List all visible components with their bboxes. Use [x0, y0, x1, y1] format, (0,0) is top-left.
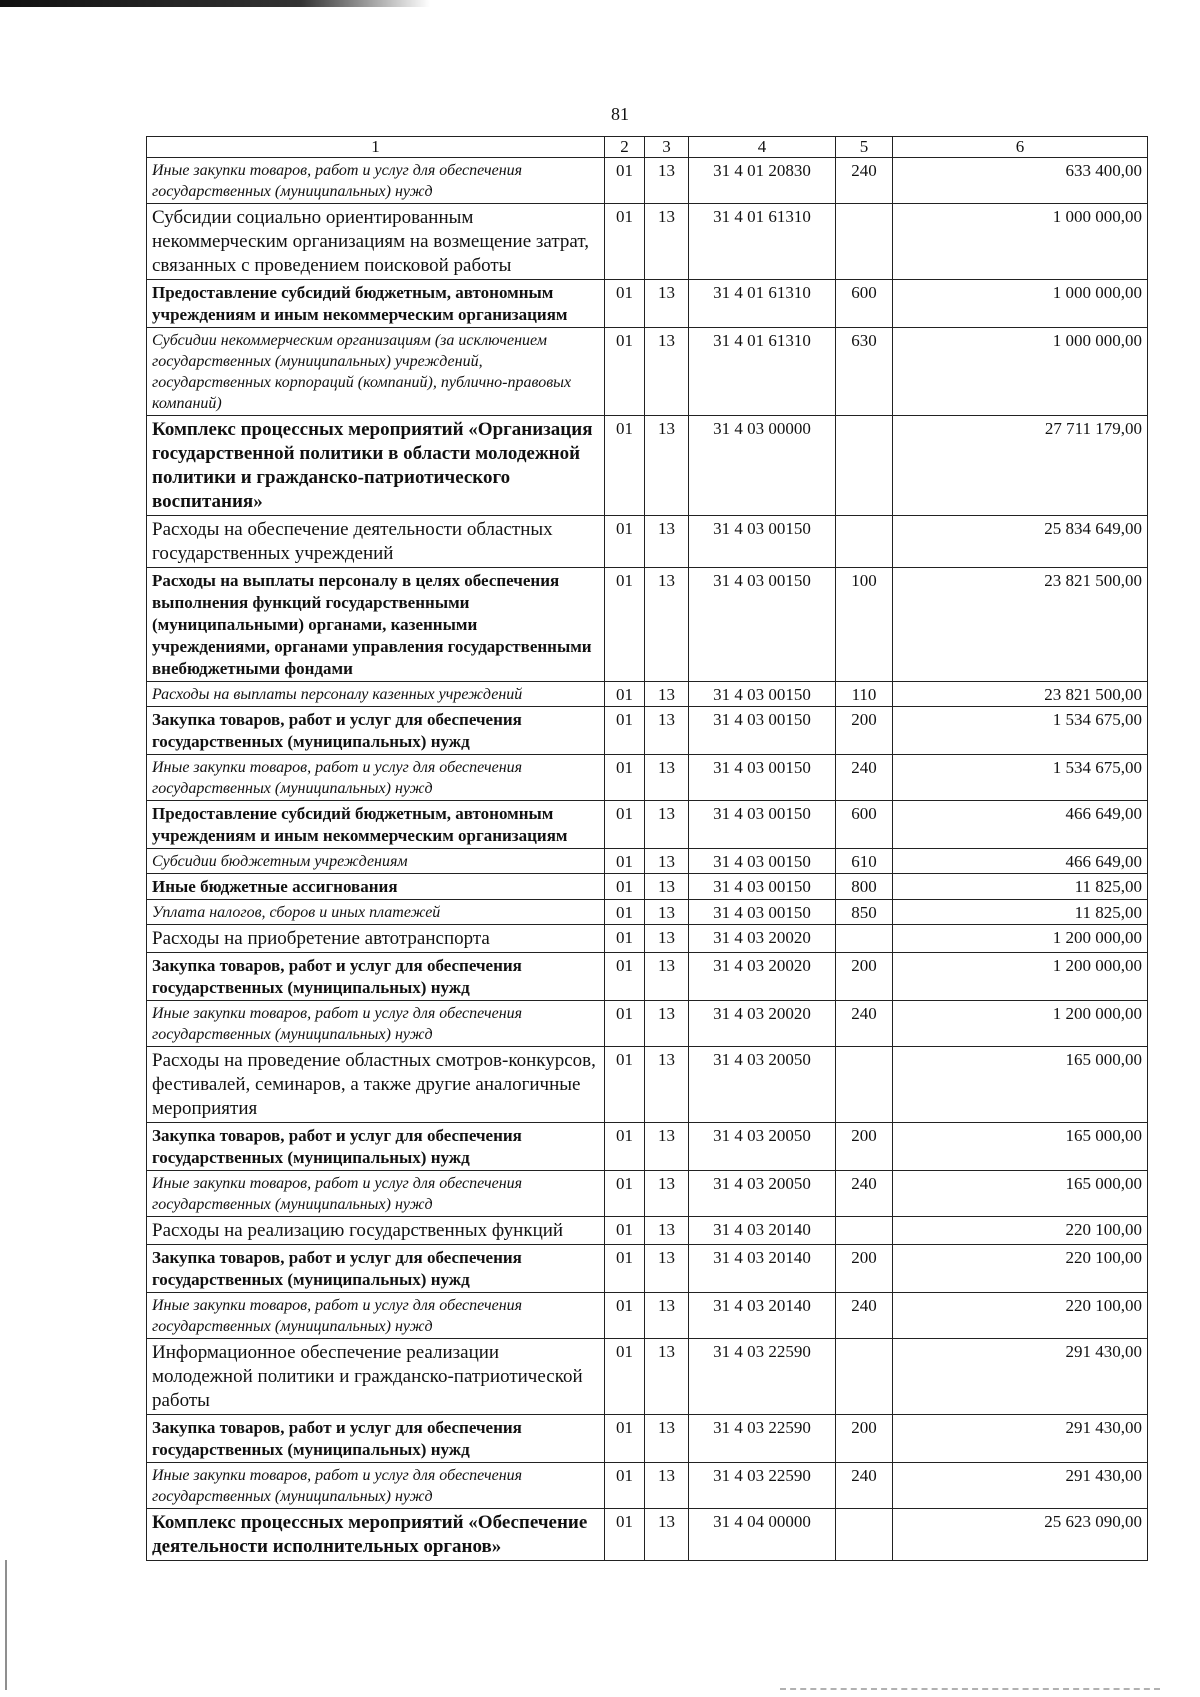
- section-code: 01: [605, 755, 645, 801]
- section-code: 01: [605, 568, 645, 682]
- section-code: 01: [605, 1509, 645, 1561]
- subsection-code: 13: [645, 204, 689, 280]
- amount: 1 200 000,00: [893, 925, 1148, 953]
- table-row: [147, 1415, 1148, 1463]
- row-name: Закупка товаров, работ и услуг для обеспечения государственных (муниципальных) нужд: [147, 707, 605, 755]
- section-code: 01: [605, 849, 645, 874]
- table-row: [147, 953, 1148, 1001]
- table-row: [147, 1123, 1148, 1171]
- row-name: Расходы на выплаты персоналу в целях обеспечения выполнения функций государственными (муниципальными) органами, казенными учреждениями, органами управления государственными внебюджетными фондами: [147, 568, 605, 682]
- target-article-code: 31 4 03 00150: [689, 849, 836, 874]
- table-row: [147, 1339, 1148, 1415]
- expense-type-code: 630: [836, 328, 893, 416]
- table-row: [147, 849, 1148, 874]
- subsection-code: 13: [645, 568, 689, 682]
- subsection-code: 13: [645, 953, 689, 1001]
- amount: 1 534 675,00: [893, 707, 1148, 755]
- target-article-code: 31 4 03 20140: [689, 1217, 836, 1245]
- table-row: [147, 755, 1148, 801]
- amount: 165 000,00: [893, 1123, 1148, 1171]
- column-header-2: 2: [605, 137, 645, 158]
- row-name: Расходы на выплаты персоналу казенных учреждений: [147, 682, 605, 707]
- section-code: 01: [605, 1463, 645, 1509]
- section-code: 01: [605, 953, 645, 1001]
- amount: 1 200 000,00: [893, 953, 1148, 1001]
- amount: 466 649,00: [893, 801, 1148, 849]
- target-article-code: 31 4 01 61310: [689, 328, 836, 416]
- amount: 1 000 000,00: [893, 204, 1148, 280]
- expense-type-code: 800: [836, 874, 893, 900]
- scan-artifact-bottom: [780, 1688, 1160, 1692]
- target-article-code: 31 4 03 00150: [689, 568, 836, 682]
- section-code: 01: [605, 328, 645, 416]
- section-code: 01: [605, 516, 645, 568]
- table-row: [147, 1509, 1148, 1561]
- row-name: Иные закупки товаров, работ и услуг для обеспечения государственных (муниципальных) нужд: [147, 1293, 605, 1339]
- scan-artifact-top: [0, 0, 430, 7]
- table-row: [147, 900, 1148, 925]
- amount: 633 400,00: [893, 158, 1148, 204]
- amount: 1 534 675,00: [893, 755, 1148, 801]
- target-article-code: 31 4 04 00000: [689, 1509, 836, 1561]
- expense-type-code: [836, 1339, 893, 1415]
- section-code: 01: [605, 1123, 645, 1171]
- table-row: [147, 707, 1148, 755]
- subsection-code: 13: [645, 1123, 689, 1171]
- section-code: 01: [605, 874, 645, 900]
- table-body: [147, 158, 1148, 1561]
- row-name: Предоставление субсидий бюджетным, автономным учреждениям и иным некоммерческим организациям: [147, 280, 605, 328]
- row-name: Расходы на реализацию государственных функций: [147, 1217, 605, 1245]
- expense-type-code: 600: [836, 801, 893, 849]
- expense-type-code: [836, 925, 893, 953]
- row-name: Иные закупки товаров, работ и услуг для обеспечения государственных (муниципальных) нужд: [147, 1001, 605, 1047]
- row-name: Уплата налогов, сборов и иных платежей: [147, 900, 605, 925]
- table-row: [147, 925, 1148, 953]
- target-article-code: 31 4 03 00150: [689, 874, 836, 900]
- expense-type-code: 200: [836, 1245, 893, 1293]
- expense-type-code: [836, 1047, 893, 1123]
- amount: 466 649,00: [893, 849, 1148, 874]
- row-name: Субсидии бюджетным учреждениям: [147, 849, 605, 874]
- subsection-code: 13: [645, 416, 689, 516]
- target-article-code: 31 4 03 00150: [689, 755, 836, 801]
- amount: 165 000,00: [893, 1047, 1148, 1123]
- column-header-5: 5: [836, 137, 893, 158]
- amount: 291 430,00: [893, 1339, 1148, 1415]
- target-article-code: 31 4 01 61310: [689, 280, 836, 328]
- subsection-code: 13: [645, 900, 689, 925]
- expense-type-code: 240: [836, 1293, 893, 1339]
- target-article-code: 31 4 03 22590: [689, 1339, 836, 1415]
- target-article-code: 31 4 03 22590: [689, 1415, 836, 1463]
- expense-type-code: [836, 1509, 893, 1561]
- section-code: 01: [605, 416, 645, 516]
- amount: 1 200 000,00: [893, 1001, 1148, 1047]
- row-name: Информационное обеспечение реализации молодежной политики и гражданско-патриотической работы: [147, 1339, 605, 1415]
- amount: 165 000,00: [893, 1171, 1148, 1217]
- section-code: 01: [605, 682, 645, 707]
- expense-type-code: 610: [836, 849, 893, 874]
- table-row: [147, 568, 1148, 682]
- expense-type-code: 240: [836, 1171, 893, 1217]
- row-name: Иные закупки товаров, работ и услуг для обеспечения государственных (муниципальных) нужд: [147, 1171, 605, 1217]
- table-row: [147, 1245, 1148, 1293]
- row-name: Иные закупки товаров, работ и услуг для обеспечения государственных (муниципальных) нужд: [147, 755, 605, 801]
- table-row: [147, 328, 1148, 416]
- expense-type-code: 200: [836, 1415, 893, 1463]
- target-article-code: 31 4 03 20050: [689, 1171, 836, 1217]
- expense-type-code: [836, 416, 893, 516]
- target-article-code: 31 4 03 20050: [689, 1047, 836, 1123]
- subsection-code: 13: [645, 1217, 689, 1245]
- expense-type-code: 240: [836, 158, 893, 204]
- target-article-code: 31 4 03 00150: [689, 801, 836, 849]
- amount: 220 100,00: [893, 1245, 1148, 1293]
- target-article-code: 31 4 03 20050: [689, 1123, 836, 1171]
- subsection-code: 13: [645, 1509, 689, 1561]
- amount: 291 430,00: [893, 1463, 1148, 1509]
- section-code: 01: [605, 900, 645, 925]
- expense-type-code: 110: [836, 682, 893, 707]
- row-name: Иные закупки товаров, работ и услуг для обеспечения государственных (муниципальных) нужд: [147, 1463, 605, 1509]
- section-code: 01: [605, 801, 645, 849]
- table-row: [147, 801, 1148, 849]
- amount: 23 821 500,00: [893, 682, 1148, 707]
- subsection-code: 13: [645, 1339, 689, 1415]
- target-article-code: 31 4 01 20830: [689, 158, 836, 204]
- target-article-code: 31 4 01 61310: [689, 204, 836, 280]
- table-row: [147, 682, 1148, 707]
- section-code: 01: [605, 1047, 645, 1123]
- row-name: Расходы на обеспечение деятельности областных государственных учреждений: [147, 516, 605, 568]
- target-article-code: 31 4 03 00150: [689, 682, 836, 707]
- section-code: 01: [605, 280, 645, 328]
- table-header-row: [147, 137, 1148, 158]
- column-header-3: 3: [645, 137, 689, 158]
- section-code: 01: [605, 1415, 645, 1463]
- amount: 220 100,00: [893, 1293, 1148, 1339]
- row-name: Предоставление субсидий бюджетным, автономным учреждениям и иным некоммерческим организациям: [147, 801, 605, 849]
- row-name: Закупка товаров, работ и услуг для обеспечения государственных (муниципальных) нужд: [147, 953, 605, 1001]
- row-name: Иные закупки товаров, работ и услуг для обеспечения государственных (муниципальных) нужд: [147, 158, 605, 204]
- table-row: [147, 280, 1148, 328]
- amount: 25 834 649,00: [893, 516, 1148, 568]
- column-header-1: 1: [147, 137, 605, 158]
- expense-type-code: [836, 516, 893, 568]
- subsection-code: 13: [645, 1463, 689, 1509]
- table-row: [147, 1293, 1148, 1339]
- subsection-code: 13: [645, 874, 689, 900]
- subsection-code: 13: [645, 1001, 689, 1047]
- row-name: Закупка товаров, работ и услуг для обеспечения государственных (муниципальных) нужд: [147, 1415, 605, 1463]
- section-code: 01: [605, 158, 645, 204]
- target-article-code: 31 4 03 00150: [689, 707, 836, 755]
- scan-artifact-left: [5, 1560, 7, 1690]
- subsection-code: 13: [645, 755, 689, 801]
- row-name: Закупка товаров, работ и услуг для обеспечения государственных (муниципальных) нужд: [147, 1245, 605, 1293]
- expense-type-code: [836, 204, 893, 280]
- expense-type-code: 240: [836, 755, 893, 801]
- target-article-code: 31 4 03 20140: [689, 1245, 836, 1293]
- expense-type-code: 240: [836, 1463, 893, 1509]
- table-row: [147, 1171, 1148, 1217]
- expense-type-code: 200: [836, 953, 893, 1001]
- target-article-code: 31 4 03 20020: [689, 953, 836, 1001]
- table-row: [147, 516, 1148, 568]
- target-article-code: 31 4 03 00150: [689, 900, 836, 925]
- amount: 11 825,00: [893, 874, 1148, 900]
- section-code: 01: [605, 707, 645, 755]
- expense-type-code: 240: [836, 1001, 893, 1047]
- row-name: Иные бюджетные ассигнования: [147, 874, 605, 900]
- subsection-code: 13: [645, 1293, 689, 1339]
- subsection-code: 13: [645, 682, 689, 707]
- table-row: [147, 874, 1148, 900]
- section-code: 01: [605, 1339, 645, 1415]
- table-row: [147, 416, 1148, 516]
- expense-type-code: 850: [836, 900, 893, 925]
- row-name: Субсидии социально ориентированным некоммерческим организациям на возмещение затрат, связанных с проведением поисковой работы: [147, 204, 605, 280]
- row-name: Комплекс процессных мероприятий «Организация государственной политики в области молодежной политики и гражданско-патриотического воспитания»: [147, 416, 605, 516]
- expense-type-code: 100: [836, 568, 893, 682]
- expense-type-code: 200: [836, 1123, 893, 1171]
- row-name: Расходы на приобретение автотранспорта: [147, 925, 605, 953]
- row-name: Закупка товаров, работ и услуг для обеспечения государственных (муниципальных) нужд: [147, 1123, 605, 1171]
- table-row: [147, 1217, 1148, 1245]
- target-article-code: 31 4 03 00150: [689, 516, 836, 568]
- amount: 27 711 179,00: [893, 416, 1148, 516]
- budget-table: [146, 136, 1148, 1561]
- amount: 220 100,00: [893, 1217, 1148, 1245]
- target-article-code: 31 4 03 20020: [689, 925, 836, 953]
- amount: 1 000 000,00: [893, 280, 1148, 328]
- expense-type-code: [836, 1217, 893, 1245]
- amount: 25 623 090,00: [893, 1509, 1148, 1561]
- subsection-code: 13: [645, 516, 689, 568]
- row-name: Комплекс процессных мероприятий «Обеспечение деятельности исполнительных органов»: [147, 1509, 605, 1561]
- subsection-code: 13: [645, 849, 689, 874]
- subsection-code: 13: [645, 1171, 689, 1217]
- amount: 291 430,00: [893, 1415, 1148, 1463]
- row-name: Субсидии некоммерческим организациям (за исключением государственных (муниципальных) учреждений, государственных корпораций (компаний), публично-правовых компаний): [147, 328, 605, 416]
- target-article-code: 31 4 03 20020: [689, 1001, 836, 1047]
- target-article-code: 31 4 03 20140: [689, 1293, 836, 1339]
- expense-type-code: 200: [836, 707, 893, 755]
- subsection-code: 13: [645, 1415, 689, 1463]
- subsection-code: 13: [645, 925, 689, 953]
- column-header-6: 6: [893, 137, 1148, 158]
- section-code: 01: [605, 1217, 645, 1245]
- row-name: Расходы на проведение областных смотров-конкурсов, фестивалей, семинаров, а также другие аналогичные мероприятия: [147, 1047, 605, 1123]
- table-row: [147, 1463, 1148, 1509]
- section-code: 01: [605, 1171, 645, 1217]
- page-number: 81: [611, 104, 629, 124]
- amount: 11 825,00: [893, 900, 1148, 925]
- subsection-code: 13: [645, 801, 689, 849]
- subsection-code: 13: [645, 158, 689, 204]
- column-header-4: 4: [689, 137, 836, 158]
- table-row: [147, 1047, 1148, 1123]
- subsection-code: 13: [645, 1245, 689, 1293]
- subsection-code: 13: [645, 1047, 689, 1123]
- table-row: [147, 158, 1148, 204]
- section-code: 01: [605, 1001, 645, 1047]
- subsection-code: 13: [645, 280, 689, 328]
- target-article-code: 31 4 03 22590: [689, 1463, 836, 1509]
- section-code: 01: [605, 204, 645, 280]
- amount: 23 821 500,00: [893, 568, 1148, 682]
- section-code: 01: [605, 1293, 645, 1339]
- expense-type-code: 600: [836, 280, 893, 328]
- table-row: [147, 1001, 1148, 1047]
- subsection-code: 13: [645, 707, 689, 755]
- amount: 1 000 000,00: [893, 328, 1148, 416]
- section-code: 01: [605, 1245, 645, 1293]
- section-code: 01: [605, 925, 645, 953]
- target-article-code: 31 4 03 00000: [689, 416, 836, 516]
- subsection-code: 13: [645, 328, 689, 416]
- table-row: [147, 204, 1148, 280]
